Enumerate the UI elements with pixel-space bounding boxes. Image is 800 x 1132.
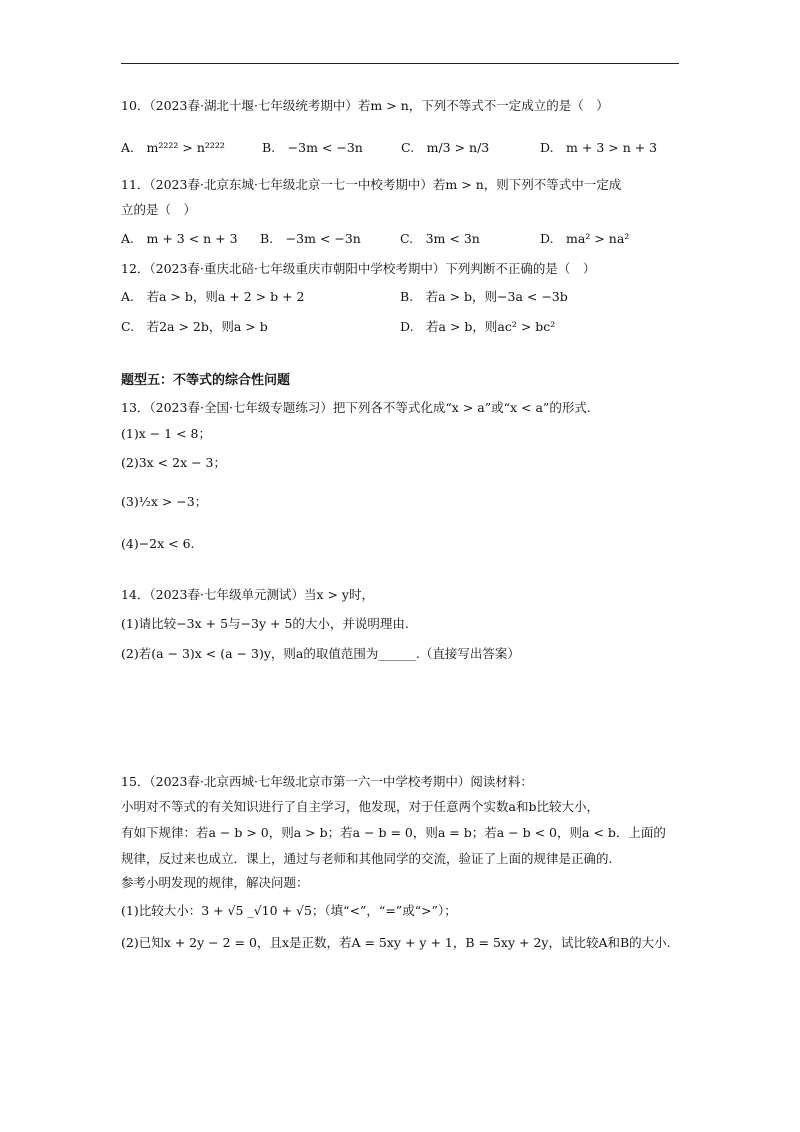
q15-line-1: 小明对不等式的有关知识进行了自主学习，他发现，对于任意两个实数a和b比较大小， [121,799,599,814]
q15-line-2: 有如下规律：若a − b > 0，则a > b；若a − b = 0，则a = b；若a − b < 0，则a < b．上面的 [121,825,666,840]
q13-stem: 13．（2023春·全国·七年级专题练习）把下列各不等式化成“x > a”或“x < a”的形式. [121,400,591,415]
q13-item-3: (3)½x > −3； [121,494,208,509]
q14-item-1: (1)请比较−3x + 5与−3y + 5的大小，并说明理由. [121,616,409,631]
q12-option-a: A. 若a > b，则a + 2 > b + 2 [121,289,305,304]
q15-line-4: 参考小明发现的规律，解决问题： [121,875,309,890]
q10-option-c: C. m/3 > n/3 [401,140,490,155]
q10-stem: 10．（2023春·湖北十堰·七年级统考期中）若m > n，下列不等式不一定成立的是（ ） [121,98,609,113]
q15-stem: 15．（2023春·北京西城·七年级北京市第一六一中学校考期中）阅读材料： [121,774,533,789]
section-title: 题型五：不等式的综合性问题 [121,373,291,388]
q15-line-3: 规律，反过来也成立．课上，通过与老师和其他同学的交流，验证了上面的规律是正确的. [121,851,613,866]
q14-stem: 14．（2023春·七年级单元测试）当x > y时， [121,587,374,602]
q13-item-4: (4)−2x < 6. [121,536,195,551]
header-rule [121,63,679,64]
q11-stem-line2: 立的是（ ） [121,202,197,217]
q12-option-c: C. 若2a > 2b，则a > b [121,319,268,334]
q12-option-d: D. 若a > b，则ac² > bc² [400,319,556,334]
q12-stem: 12．（2023春·重庆北碚·七年级重庆市朝阳中学校考期中）下列判断不正确的是（ ） [121,261,596,276]
q14-item-2: (2)若(a − 3)x < (a − 3)y，则a的取值范围为______.（直接写出答案） [121,646,520,661]
q11-option-c: C. 3m < 3n [400,231,480,246]
q15-item-1: (1)比较大小：3 + √5 _√10 + √5；（填“<”，“=”或“>”）； [121,903,457,918]
q13-item-2: (2)3x < 2x − 3； [121,455,227,470]
q11-option-d: D. ma² > na² [540,231,630,246]
q11-stem-line1: 11．（2023春·北京东城·七年级北京一七一中校考期中）若m > n，则下列不等式中一定成 [121,177,622,192]
q11-option-b: B. −3m < −3n [260,231,361,246]
q10-option-b: B. −3m < −3n [262,140,363,155]
q15-item-2: (2)已知x + 2y − 2 = 0，且x是正数，若A = 5xy + y + 1，B = 5xy + 2y，试比较A和B的大小. [121,935,671,950]
q10-option-a: A. m²²²² > n²²²² [121,140,225,155]
q13-item-1: (1)x − 1 < 8； [121,426,212,441]
q12-option-b: B. 若a > b，则−3a < −3b [400,289,568,304]
q11-option-a: A. m + 3 < n + 3 [121,231,238,246]
q10-option-d: D. m + 3 > n + 3 [540,140,658,155]
